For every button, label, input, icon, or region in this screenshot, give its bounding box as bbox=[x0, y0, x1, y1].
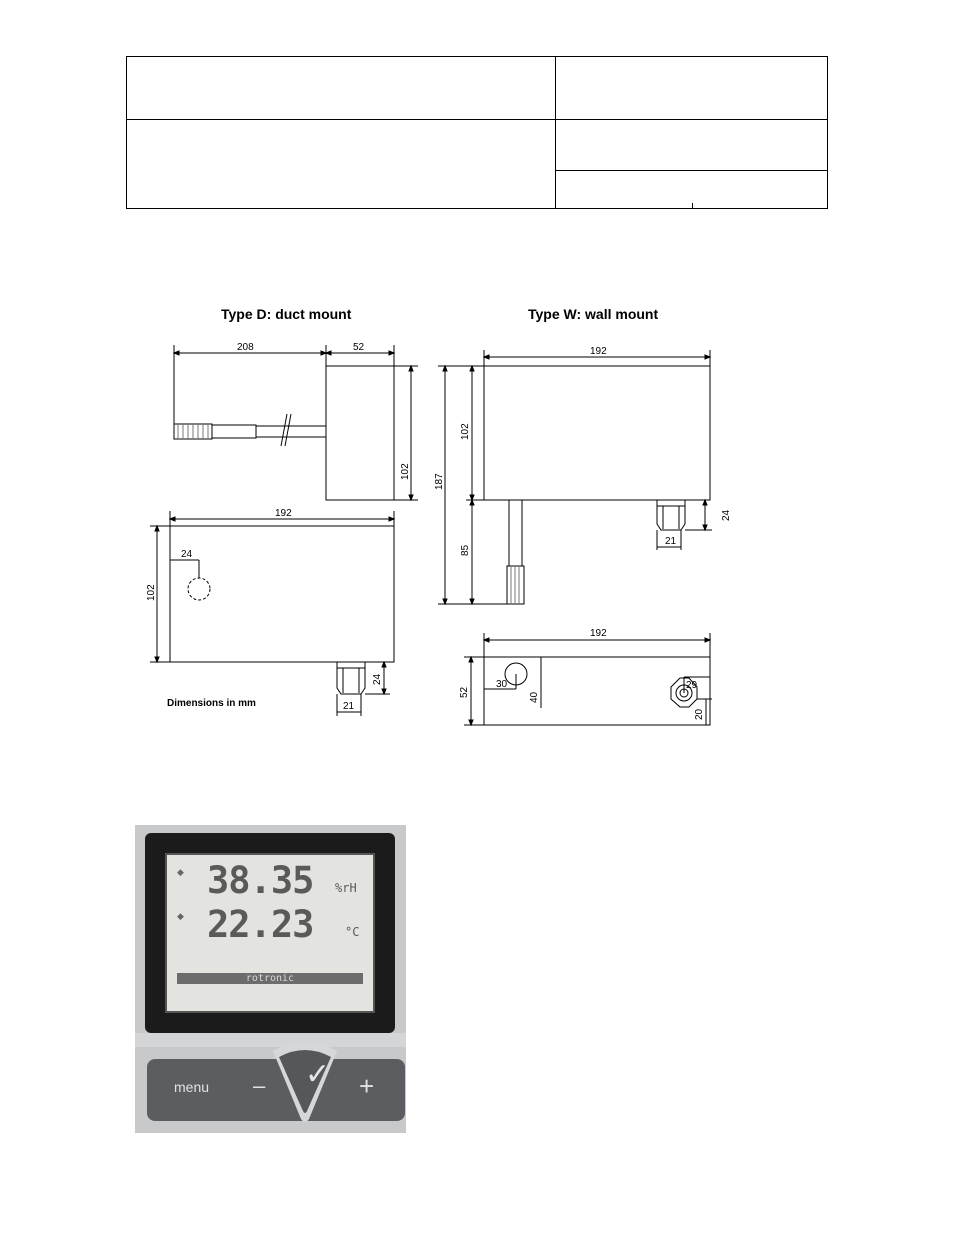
minus-button[interactable]: – bbox=[253, 1073, 266, 1098]
humidity-value: 38.35 bbox=[207, 859, 314, 902]
duct-mount-title: Type D: duct mount bbox=[221, 306, 352, 322]
dim-duct-102-front: 102 bbox=[146, 584, 157, 601]
dim-wall-192-top: 192 bbox=[590, 346, 607, 357]
display-bezel bbox=[145, 833, 395, 1033]
up-down-arrow-icon: ◆ bbox=[177, 911, 184, 921]
temperature-unit: °C bbox=[345, 925, 360, 939]
dim-duct-52: 52 bbox=[353, 342, 365, 353]
dim-wall-102: 102 bbox=[460, 423, 471, 440]
duct-front-view bbox=[150, 511, 394, 716]
duct-side-view bbox=[174, 345, 418, 500]
check-icon: ✓ bbox=[305, 1058, 331, 1091]
temperature-value: 22.23 bbox=[207, 903, 314, 946]
dim-wall-85: 85 bbox=[460, 544, 471, 556]
dim-duct-102-side: 102 bbox=[400, 463, 411, 480]
up-down-arrow-icon: ◆ bbox=[177, 867, 184, 877]
dim-duct-24-hole: 24 bbox=[181, 549, 193, 560]
device-display-photo bbox=[135, 825, 406, 1133]
dim-wall-30: 30 bbox=[496, 679, 508, 690]
lcd-screen bbox=[165, 853, 375, 1013]
plus-button[interactable]: + bbox=[359, 1071, 375, 1101]
brand-bar: rotronic bbox=[177, 973, 363, 984]
dim-wall-192-bottom: 192 bbox=[590, 628, 607, 639]
dimensions-note: Dimensions in mm bbox=[167, 698, 256, 709]
dim-wall-21: 21 bbox=[665, 536, 677, 547]
wall-mount-title: Type W: wall mount bbox=[528, 306, 659, 322]
dim-duct-192: 192 bbox=[275, 508, 292, 519]
menu-button[interactable]: menu bbox=[174, 1079, 210, 1095]
dim-wall-24: 24 bbox=[721, 509, 732, 521]
dim-wall-29: 29 bbox=[686, 680, 698, 691]
dim-duct-24-gland: 24 bbox=[372, 673, 383, 685]
dim-duct-208: 208 bbox=[237, 342, 254, 353]
dim-wall-40: 40 bbox=[529, 691, 540, 703]
dim-wall-20: 20 bbox=[694, 708, 705, 720]
dim-wall-187: 187 bbox=[434, 473, 445, 490]
dim-duct-21: 21 bbox=[343, 701, 355, 712]
dim-wall-52: 52 bbox=[459, 686, 470, 698]
wall-side-view bbox=[438, 350, 712, 604]
humidity-unit: %rH bbox=[335, 881, 357, 895]
